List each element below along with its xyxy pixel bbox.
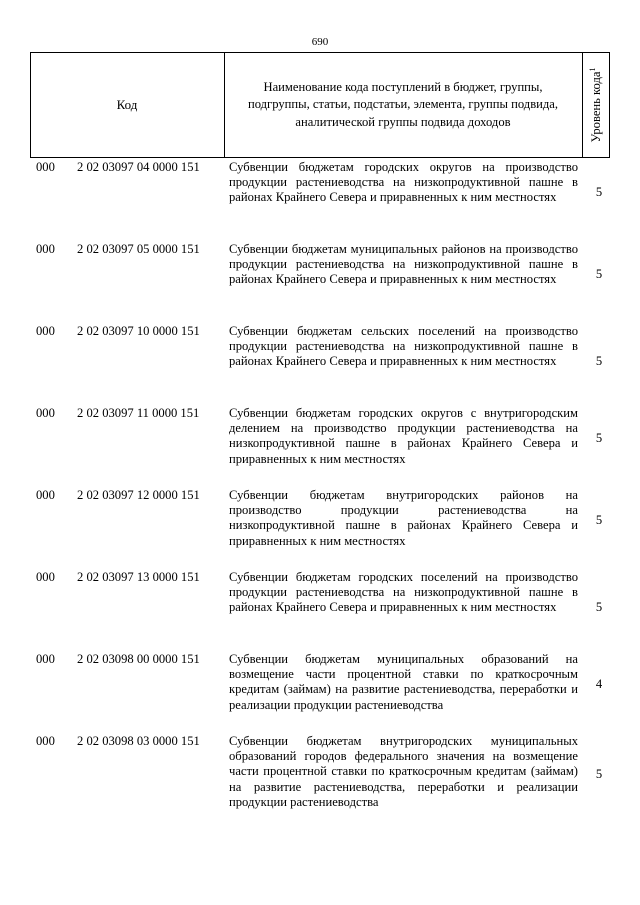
row-prefix: 000 bbox=[36, 570, 55, 584]
row-code: 2 02 03098 00 0000 151 bbox=[77, 652, 200, 666]
row-prefix: 000 bbox=[36, 734, 55, 748]
row-level: 5 bbox=[595, 600, 603, 614]
row-level: 4 bbox=[595, 677, 603, 691]
row-level: 5 bbox=[595, 354, 603, 368]
row-code: 2 02 03097 04 0000 151 bbox=[77, 160, 200, 174]
row-name: Субвенции бюджетам городских округов на производство продукции растениеводства на низкопродуктивной пашне в районах Крайнего Севера и приравненных к ним местностях bbox=[229, 160, 578, 205]
row-level: 5 bbox=[595, 431, 603, 445]
row-name: Субвенции бюджетам внутригородских районов на производство продукции растениеводства на низкопродуктивной пашне в районах Крайнего Севера и приравненных к ним местностях bbox=[229, 488, 578, 548]
row-level: 5 bbox=[595, 513, 603, 527]
row-code: 2 02 03097 11 0000 151 bbox=[77, 406, 200, 420]
row-level: 5 bbox=[595, 185, 603, 199]
header-code: Код bbox=[116, 97, 138, 112]
header-level-footnote: 1 bbox=[587, 67, 597, 72]
row-name: Субвенции бюджетам внутригородских муниципальных образований городов федерального значения на возмещение части процентной ставки по краткосрочным кредитам (займам) на развитие растениеводства, переработки и реализации продукции растениеводства bbox=[229, 734, 578, 809]
header-name: Наименование кода поступлений в бюджет, группы, подгруппы, статьи, подстатьи, элемента, группы подвида, аналитической группы подвида доходов bbox=[247, 79, 559, 129]
row-name: Субвенции бюджетам сельских поселений на производство продукции растениеводства на низкопродуктивной пашне в районах Крайнего Севера и приравненных к ним местностях bbox=[229, 324, 578, 369]
row-code: 2 02 03097 05 0000 151 bbox=[77, 242, 200, 256]
row-name: Субвенции бюджетам городских поселений на производство продукции растениеводства на низкопродуктивной пашне в районах Крайнего Севера и приравненных к ним местностях bbox=[229, 570, 578, 615]
row-code: 2 02 03097 10 0000 151 bbox=[77, 324, 200, 338]
row-code: 2 02 03098 03 0000 151 bbox=[77, 734, 200, 748]
page-number: 690 bbox=[311, 36, 329, 48]
row-prefix: 000 bbox=[36, 652, 55, 666]
row-name: Субвенции бюджетам муниципальных образований на возмещение части процентной ставки по краткосрочным кредитам (займам) на развитие растениеводства, переработки и реализации продукции растениеводства bbox=[229, 652, 578, 712]
table-header bbox=[30, 52, 610, 158]
row-name: Субвенции бюджетам городских округов с внутригородским делением на производство продукции растениеводства на низкопродуктивной пашне в районах Крайнего Севера и приравненных к ним местностях bbox=[229, 406, 578, 466]
row-prefix: 000 bbox=[36, 160, 55, 174]
row-prefix: 000 bbox=[36, 242, 55, 256]
row-level: 5 bbox=[595, 267, 603, 281]
header-level bbox=[582, 53, 610, 157]
row-code: 2 02 03097 12 0000 151 bbox=[77, 488, 200, 502]
row-name: Субвенции бюджетам муниципальных районов на производство продукции растениеводства на низкопродуктивной пашне в районах Крайнего Севера и приравненных к ним местностях bbox=[229, 242, 578, 287]
header-level-label: Уровень кода bbox=[589, 71, 604, 143]
row-prefix: 000 bbox=[36, 324, 55, 338]
row-prefix: 000 bbox=[36, 406, 55, 420]
row-prefix: 000 bbox=[36, 488, 55, 502]
row-code: 2 02 03097 13 0000 151 bbox=[77, 570, 200, 584]
row-level: 5 bbox=[595, 767, 603, 781]
